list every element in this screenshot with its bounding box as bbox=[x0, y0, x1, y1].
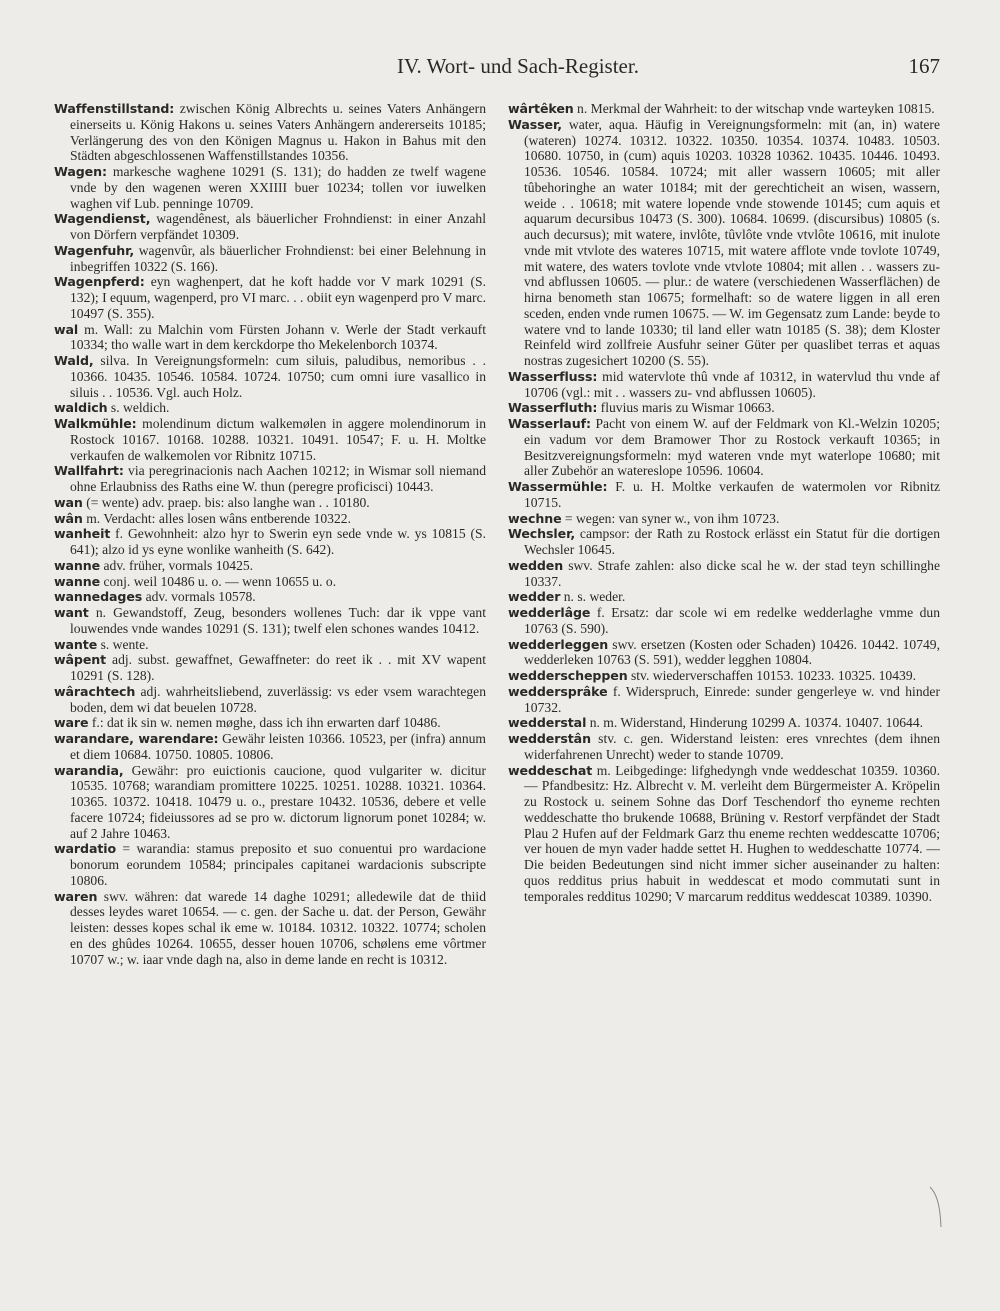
entry-text: molendinum dictum walkemølen in aggere molendinorum in Rostock 10167. 10168. 10288. 10321. 10491. 10547; F. u. H. Moltke verkaufen de walkemolen vor Ribnitz 10715. bbox=[70, 416, 486, 463]
entry-headword: ware bbox=[54, 715, 89, 731]
entry-headword: Wagen: bbox=[54, 164, 107, 179]
entry-text: adv. vormals 10578. bbox=[142, 589, 256, 605]
register-entry bbox=[508, 637, 940, 669]
register-entry bbox=[508, 117, 940, 369]
entry-headword: Wechsler, bbox=[508, 526, 576, 542]
register-entry bbox=[508, 605, 940, 637]
entry-headword: wedder bbox=[508, 589, 561, 605]
entry-headword: wârachtech bbox=[54, 683, 136, 699]
register-entry bbox=[54, 637, 486, 653]
entry-headword: wedderleggen bbox=[508, 636, 609, 652]
register-entry bbox=[54, 763, 486, 842]
entry-text: adj. subst. gewaffnet, Gewaffneter: do reet ik . . mit XV wapent 10291 (S. 128). bbox=[70, 652, 486, 683]
register-entry bbox=[54, 101, 486, 164]
register-entry bbox=[54, 889, 486, 968]
entry-text: swv. währen: dat warede 14 daghe 10291; alledewile dat de thiid desses leydes waret 10654. — c. gen. der Sache u. dat. der Person, Gewähr leisten: desses kopes schal ik eme w. 10184. 10312. 10322. 10774; scholen en des ghûdes 10264. 10655, desser houen 10706, schølens eme vôrtmer 10707 w.; w. iaar vnde dagh na, also in deme lande en recht is 10312. bbox=[70, 888, 486, 967]
entry-headword: wanne bbox=[54, 557, 101, 573]
entry-text: stv. wiederverschaffen 10153. 10233. 10325. 10439. bbox=[627, 668, 917, 683]
entry-text: f. Ersatz: dar scole wi em redelke wedderlaghe vmme dun 10763 (S. 590). bbox=[524, 605, 940, 636]
entry-headword: wanne bbox=[54, 573, 101, 589]
register-entry bbox=[54, 574, 486, 590]
register-entry bbox=[54, 463, 486, 495]
entry-headword: wâpent bbox=[54, 652, 107, 668]
register-entry bbox=[508, 558, 940, 590]
running-title: IV. Wort- und Sach-Register. bbox=[397, 54, 639, 78]
entry-text: via peregrinacionis nach Aachen 10212; in Wismar soll niemand ohne Erlaubniss des Raths eine W. thun (peregre proficisci) 10443. bbox=[70, 463, 486, 494]
entry-headword: wedderlâge bbox=[508, 605, 591, 620]
register-entry bbox=[508, 668, 940, 684]
entry-headword: wechne bbox=[508, 510, 562, 526]
entry-text: n. Merkmal der Wahrheit: to der witschap vnde warteyken 10815. bbox=[573, 101, 935, 116]
register-entry bbox=[508, 511, 940, 527]
register-entry bbox=[54, 605, 486, 637]
register-entry bbox=[54, 715, 486, 731]
register-entry bbox=[508, 416, 940, 479]
entry-headword: wan bbox=[54, 494, 83, 510]
entry-text: swv. Strafe zahlen: also dicke scal he w. der stad teyn schillinghe 10337. bbox=[524, 557, 940, 589]
register-entry bbox=[54, 526, 486, 558]
entry-text: m. Verdacht: alles losen wâns entberende 10322. bbox=[82, 510, 351, 526]
entry-headword: waldich bbox=[54, 400, 108, 416]
entry-headword: Wasser, bbox=[508, 116, 562, 132]
entry-text: s. wente. bbox=[97, 636, 149, 652]
entry-text: water, aqua. Häufig in Vereignungsformeln: mit (an, in) watere (wateren) 10274. 10312. 10322. 10350. 10354. 10374. 10483. 10503. 10680. 10750, in (cum) aquis 10203. 10328 10362. 10435. 10446. 10493. 10536. 10546. 10584. 10724; mit aller wassern 10605; mit aller tûbehoringhe an water 10184; mit der gerechticheit an wisen, wassern, weide . . 10618; mit watere lopende vnde stowende 10145; cum aquis et aquarum decursibus 10473 (S. 300). 10684. 10699. (discursibus) 10805 (s. auch decursus); mit watere, invlôte, tûvlôte vnde vtvlôte 10616, mit inulote vnde mit vtvlote des wateres 10715, mit watere afflote vnde tovlote 10749, mit watere, des waters tovlote vnde vtvlote 10804; mit allen . . wassers zu- vnd abflussen 10605. — plur.: de watere (verschiedenen Wasserflächen) de hirna benometh stan 10675; formelhaft: so de watere liggen in all eren sceden, enden vnde rumen 10675. — W. im Gegensatz zum Lande: beyde to watere vnd to lande 10330; til land eller watn 10185 (S. 38); dem Kloster Reinfeld wird zollfreie Ausfuhr seiner Güter per quaslibet terras et aquas nostras zugesichert 10200 (S. 55). bbox=[524, 116, 940, 368]
entry-text: m. Wall: zu Malchin vom Fürsten Johann v. Werle der Stadt verkauft 10334; tho walle wart in dem kerckdorpe tho Mekelenborch 10374. bbox=[70, 321, 486, 353]
register-entry bbox=[508, 684, 940, 716]
entry-text: = wegen: van syner w., von ihm 10723. bbox=[561, 510, 780, 526]
entry-headword: wân bbox=[54, 510, 83, 526]
entry-text: campsor: der Rath zu Rostock erlässt ein Statut für die dortigen Wechsler 10645. bbox=[524, 526, 940, 557]
page-header bbox=[56, 54, 940, 88]
entry-headword: Walkmühle: bbox=[54, 416, 137, 431]
register-entry bbox=[54, 558, 486, 574]
entry-text: f.: dat ik sin w. nemen møghe, dass ich ihn erwarten darf 10486. bbox=[88, 715, 441, 731]
entry-headword: weddeschat bbox=[508, 762, 593, 778]
register-entry bbox=[508, 715, 940, 731]
entry-text: adv. früher, vormals 10425. bbox=[100, 557, 254, 573]
entry-text: F. u. H. Moltke verkaufen de watermolen vor Ribnitz 10715. bbox=[524, 479, 940, 510]
register-entry bbox=[54, 511, 486, 527]
entry-text: fluvius maris zu Wismar 10663. bbox=[597, 400, 775, 416]
entry-text: s. weldich. bbox=[107, 400, 170, 416]
entry-text: markesche waghene 10291 (S. 131); do hadden ze twelf wagene vnde by den wagenen weren XXIIII buer 10234; tollen vor iuwelken waghen vif Lub. penninge 10709. bbox=[70, 164, 486, 211]
entry-headword: wardatio bbox=[54, 841, 117, 857]
pencil-mark-icon bbox=[928, 1185, 944, 1229]
register-entry bbox=[508, 589, 940, 605]
register-entry bbox=[54, 164, 486, 211]
register-entry bbox=[54, 652, 486, 684]
entry-text: mid watervlote thû vnde af 10312, in watervlud thu vnde af 10706 (vgl.: mit . . wassers zu- vnd abflussen 10605). bbox=[524, 368, 940, 400]
entry-text: Pacht von einem W. auf der Feldmark von Kl.-Welzin 10205; ein vadum vor dem Bramower Thor zu Rostock verkauft 10365; in Besitzvereignungsformeln: myd wateren vnde myt waterlope 10680; mit aller Zubehör an watereslope 10596. 10604. bbox=[524, 416, 940, 479]
entry-text: wagendênest, als bäuerlicher Frohndienst: in einer Anzahl von Dörfern verpfändet 10309. bbox=[70, 211, 486, 242]
register-entry bbox=[508, 763, 940, 905]
entry-text: adj. wahrheitsliebend, zuverlässig: vs eder vsem warachtegen boden, dem wi dat beuelen 10728. bbox=[70, 683, 486, 715]
entry-text: Gewähr leisten 10366. 10523, per (infra) annum et diem 10684. 10750. 10805. 10806. bbox=[70, 731, 487, 762]
entry-headword: wârtêken bbox=[508, 101, 574, 116]
entry-headword: wedderstân bbox=[508, 731, 591, 746]
register-entry bbox=[54, 731, 486, 763]
register-entry bbox=[54, 841, 486, 888]
register-entry bbox=[54, 400, 486, 416]
entry-headword: Wasserfluth: bbox=[508, 400, 598, 416]
register-entry bbox=[54, 684, 486, 716]
entry-headword: wedderscheppen bbox=[508, 668, 628, 683]
register-entry bbox=[54, 589, 486, 605]
page-number: 167 bbox=[908, 54, 940, 78]
entry-text: n. s. weder. bbox=[560, 589, 626, 605]
entry-text: n. Gewandstoff, Zeug, besonders wollenes Tuch: dar ik vppe vant louwendes vnde wandes 10291 (S. 131); twelf elen schones wandes 10412. bbox=[70, 605, 486, 636]
entry-headword: Wagenfuhr, bbox=[54, 242, 135, 258]
entry-text: f. Widerspruch, Einrede: sunder gengerleye w. vnd hinder 10732. bbox=[524, 683, 940, 715]
entry-headword: wannedages bbox=[54, 589, 143, 605]
register-entry bbox=[54, 274, 486, 321]
entry-text: swv. ersetzen (Kosten oder Schaden) 10426. 10442. 10749, wedderleken 10763 (S. 591), wedder legghen 10804. bbox=[524, 636, 940, 668]
entry-text: Gewähr: pro euictionis caucione, quod vulgariter w. dicitur 10535. 10768; warandiam promittere 10225. 10251. 10288. 10321. 10364. 10365. 10372. 10418. 10479 u. o., prestare 10432. 10536, debere et velle facere 10724; fideiussores ad se pro w. dictorum lignorum ponet 10284; w. auf 2 Jahre 10463. bbox=[70, 762, 486, 841]
entry-text: n. m. Widerstand, Hinderung 10299 A. 10374. 10407. 10644. bbox=[586, 715, 924, 731]
entry-headword: wedden bbox=[508, 557, 564, 573]
register-entry bbox=[54, 353, 486, 400]
entry-text: zwischen König Albrechts u. seines Vaters Anhängern einerseits u. König Hakons u. seines Vaters Anhängern andererseits 10185; Verlängerung des von den Königen Magnus u. Hakon in Bahus mit den Städten abgeschlossenen Waffenstillstandes 10356. bbox=[70, 101, 486, 164]
register-entry bbox=[54, 495, 486, 511]
register-entry bbox=[508, 479, 940, 511]
entry-text: silva. In Vereignungsformeln: cum siluis, paludibus, nemoribus . . 10366. 10435. 10546. 10584. 10724. 10750; cum omni iure vasallico in siluis . . 10536. Vgl. auch Holz. bbox=[70, 353, 486, 400]
entry-text: m. Leibgedinge: lifghedyngh vnde weddeschat 10359. 10360. — Pfandbesitz: Hz. Albrecht v. M. verleiht dem Bürgermeister A. Kröpelin zu Rostock u. seinem Sohne das Dorf Teschendorf tho eyneme rechten weddeschatte tho brukende 10688, Brüning v. Restorf verpfändet der Stadt Plau 2 Hufen auf der Feldmark Garz thu eneme rechten weddescatte 10706; ver houen de myn vader hadde settet H. Hughen to weddeschatte 10774. — Die beiden Bedeutungen sind nicht immer sicher auseinander zu halten: quos redditus prius habuit in weddescat et modo commutati sunt in temporales redditus 10290; V marcarum redditus weddescat 10389. 10390. bbox=[524, 762, 940, 904]
entry-headword: wal bbox=[54, 321, 79, 337]
left-column bbox=[54, 101, 486, 967]
entry-headword: Waffenstillstand: bbox=[54, 101, 175, 116]
entry-headword: waren bbox=[54, 888, 98, 904]
entry-headword: weddersprâke bbox=[508, 683, 608, 699]
entry-headword: want bbox=[54, 605, 89, 620]
register-entry bbox=[508, 731, 940, 763]
register-entry bbox=[508, 400, 940, 416]
entry-headword: Wasserfluss: bbox=[508, 368, 598, 384]
entry-headword: warandare, warendare: bbox=[54, 731, 219, 746]
entry-headword: wante bbox=[54, 636, 98, 652]
register-entry bbox=[54, 322, 486, 354]
entry-text: eyn waghenpert, dat he koft hadde vor V mark 10291 (S. 132); I equum, wagenperd, pro VI marc. . . obiit eyn wagenperd pro V marc. 10497 (S. 355). bbox=[70, 274, 487, 321]
entry-headword: Wassermühle: bbox=[508, 479, 608, 494]
entry-headword: Wagenpferd: bbox=[54, 274, 145, 290]
register-entry bbox=[54, 243, 486, 275]
entry-text: conj. weil 10486 u. o. — wenn 10655 u. o. bbox=[100, 573, 337, 589]
entry-headword: Wagendienst, bbox=[54, 211, 151, 227]
register-entry bbox=[54, 211, 486, 243]
entry-text: (= wente) adv. praep. bis: also langhe wan . . 10180. bbox=[82, 494, 370, 510]
right-column bbox=[508, 101, 940, 904]
register-entry bbox=[54, 416, 486, 463]
entry-text: f. Gewohnheit: alzo hyr to Swerin eyn sede vnde w. ys 10815 (S. 641); alzo id ys eyne wonlike wanheith (S. 642). bbox=[70, 526, 486, 557]
register-entry bbox=[508, 526, 940, 558]
entry-headword: wanheit bbox=[54, 526, 111, 542]
entry-text: = warandia: stamus preposito et suo conuentui pro wardacione bonorum eorundem 10584; principales capitanei wardacionis subscripte 10806. bbox=[70, 841, 486, 888]
entry-headword: Wallfahrt: bbox=[54, 463, 124, 479]
entry-headword: wedderstal bbox=[508, 715, 587, 731]
entry-headword: Wasserlauf: bbox=[508, 416, 591, 431]
register-entry bbox=[508, 369, 940, 401]
entry-headword: Wald, bbox=[54, 353, 94, 368]
entry-text: wagenvûr, als bäuerlicher Frohndienst: bei einer Belehnung in inbegriffen 10322 (S. 166). bbox=[70, 242, 486, 274]
register-entry bbox=[508, 101, 940, 117]
entry-text: stv. c. gen. Widerstand leisten: eres vnrechtes (dem ihnen widerfahrenen Unrecht) weder to stande 10709. bbox=[524, 731, 940, 762]
entry-headword: warandia, bbox=[54, 762, 124, 778]
